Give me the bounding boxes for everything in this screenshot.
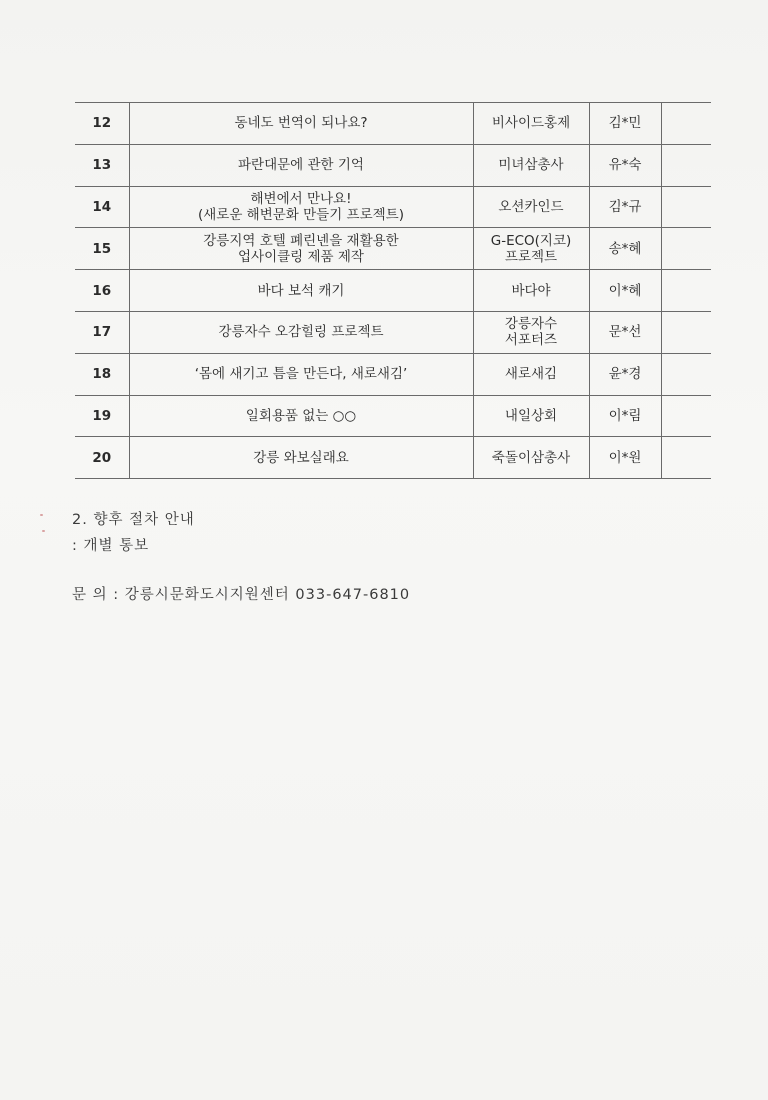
team-name [473, 437, 589, 479]
table-row [75, 395, 711, 437]
representative-name: 김*민 [589, 103, 661, 145]
team-name-line: 오션카인드 [498, 198, 564, 215]
team-name-line: G-ECO(지코) [490, 232, 572, 249]
next-steps-heading: 2. 향후 절차 안내 [72, 512, 195, 528]
team-name [473, 270, 589, 312]
row-number: 15 [75, 228, 129, 270]
empty-cell [661, 186, 711, 228]
project-title-line: ‘몸에 새기고 틈을 만든다, 새로새김’ [194, 366, 408, 383]
project-title [129, 228, 473, 270]
project-title-line: 파란대문에 관한 기억 [238, 157, 364, 174]
project-title [129, 437, 473, 479]
table-row [75, 437, 711, 479]
project-title [129, 103, 473, 145]
team-name-line: 비사이드홍제 [491, 115, 571, 132]
empty-cell [661, 437, 711, 479]
empty-cell [661, 144, 711, 186]
representative-name: 윤*경 [589, 353, 661, 395]
project-title-line: 바다 보석 캐기 [257, 282, 345, 299]
project-title-line: 강릉자수 오감힐링 프로젝트 [218, 324, 384, 341]
project-title-line: (새로운 해변문화 만들기 프로젝트) [198, 206, 404, 223]
project-title-line: 강릉 와보실래요 [253, 449, 349, 466]
empty-cell [661, 395, 711, 437]
team-name-line: 서포터즈 [504, 332, 558, 349]
team-name [473, 228, 589, 270]
project-title-line: 업사이클링 제품 제작 [238, 248, 364, 265]
representative-name: 이*림 [589, 395, 661, 437]
table-row [75, 186, 711, 228]
team-name-line: 프로젝트 [504, 248, 558, 265]
representative-name: 문*선 [589, 311, 661, 353]
project-title [129, 186, 473, 228]
row-number: 17 [75, 311, 129, 353]
empty-cell [661, 270, 711, 312]
contact-info: 문 의 : 강릉시문화도시지원센터 033-647-6810 [72, 587, 411, 603]
project-title [129, 144, 473, 186]
representative-name: 이*원 [589, 437, 661, 479]
empty-cell [661, 228, 711, 270]
representative-name: 유*숙 [589, 144, 661, 186]
row-number: 13 [75, 144, 129, 186]
project-title [129, 270, 473, 312]
table-row [75, 103, 711, 145]
table-row [75, 311, 711, 353]
team-name [473, 186, 589, 228]
team-name [473, 311, 589, 353]
team-name-line: 바다야 [511, 282, 551, 299]
selection-results-table [75, 102, 711, 479]
next-steps-detail: : 개별 통보 [72, 538, 150, 554]
team-name-line: 미녀삼총사 [498, 157, 564, 174]
representative-name: 이*혜 [589, 270, 661, 312]
row-number: 20 [75, 437, 129, 479]
table-row [75, 353, 711, 395]
table-row [75, 144, 711, 186]
table-row [75, 228, 711, 270]
row-number: 12 [75, 103, 129, 145]
scan-speck [42, 530, 45, 532]
project-title-line: 강릉지역 호텔 폐린넨을 재활용한 [203, 232, 399, 249]
row-number: 16 [75, 270, 129, 312]
team-name [473, 395, 589, 437]
row-number: 14 [75, 186, 129, 228]
row-number: 18 [75, 353, 129, 395]
empty-cell [661, 353, 711, 395]
project-title [129, 311, 473, 353]
team-name [473, 353, 589, 395]
project-title [129, 353, 473, 395]
team-name [473, 103, 589, 145]
representative-name: 송*혜 [589, 228, 661, 270]
table-row [75, 270, 711, 312]
scan-speck [40, 514, 43, 516]
team-name-line: 내일상회 [504, 407, 558, 424]
team-name [473, 144, 589, 186]
team-name-line: 새로새김 [504, 366, 558, 383]
project-title [129, 395, 473, 437]
empty-cell [661, 311, 711, 353]
team-name-line: 죽돌이삼총사 [491, 449, 571, 466]
project-title-line: 일회용품 없는 ○○ [245, 407, 357, 424]
representative-name: 김*규 [589, 186, 661, 228]
team-name-line: 강릉자수 [504, 316, 558, 333]
row-number: 19 [75, 395, 129, 437]
project-title-line: 해변에서 만나요! [250, 190, 352, 207]
project-title-line: 동네도 번역이 되나요? [234, 115, 368, 132]
empty-cell [661, 103, 711, 145]
